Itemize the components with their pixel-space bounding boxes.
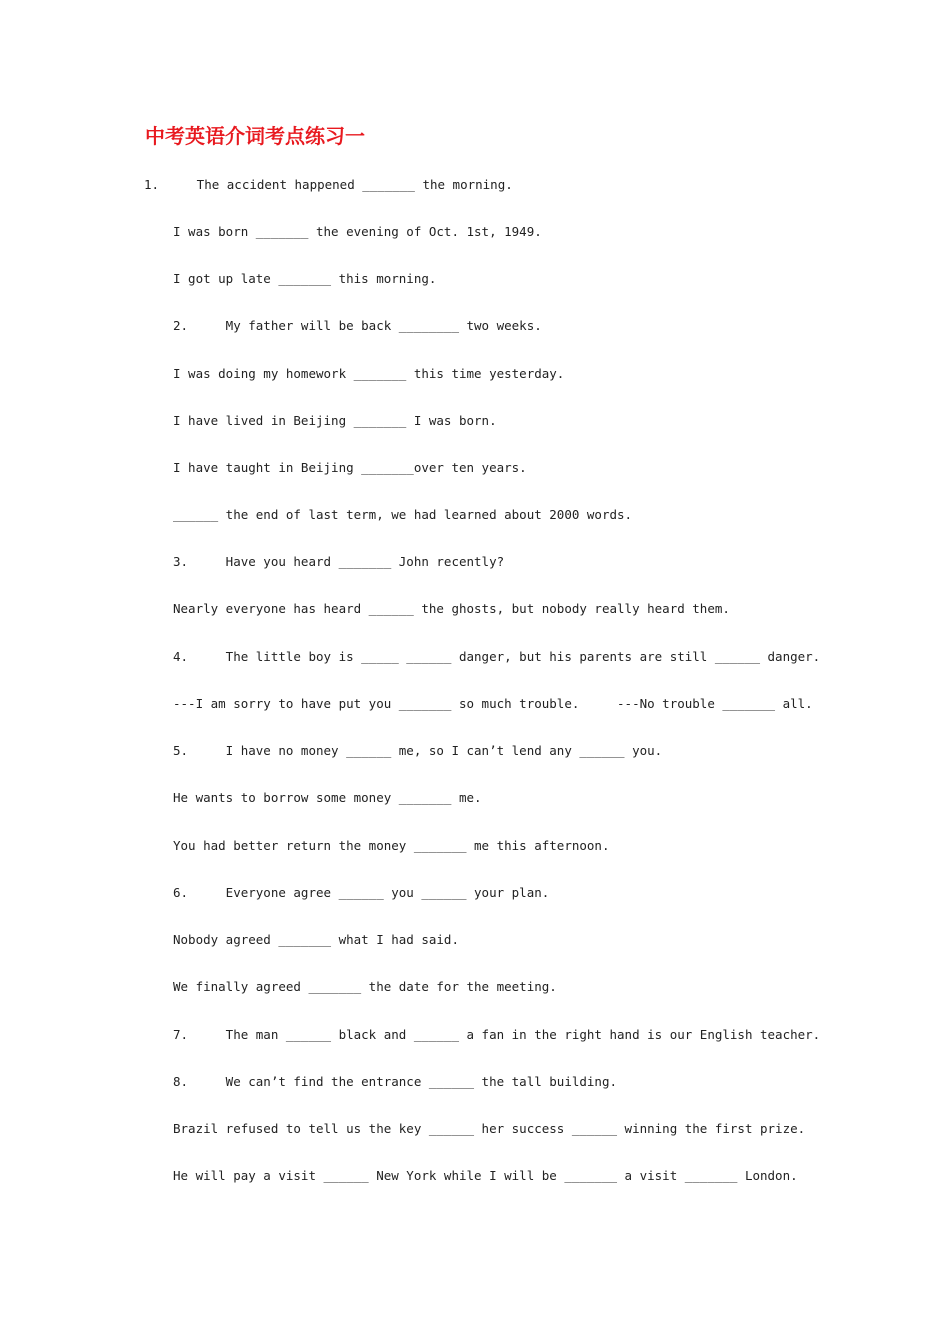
- exercise-line: 5. I have no money ______ me, so I can’t lend any ______ you.: [173, 743, 663, 758]
- exercise-line: I have taught in Beijing _______over ten years.: [173, 460, 527, 475]
- page-title: 中考英语介词考点练习一: [145, 124, 365, 148]
- exercise-line: You had better return the money _______ me this afternoon.: [173, 838, 610, 853]
- exercise-line: I was born _______ the evening of Oct. 1st, 1949.: [173, 224, 542, 239]
- exercise-line: I have lived in Beijing _______ I was born.: [173, 413, 497, 428]
- exercise-line: 7. The man ______ black and ______ a fan in the right hand is our English teacher.: [173, 1027, 821, 1042]
- exercise-line: ______ the end of last term, we had learned about 2000 words.: [173, 507, 633, 522]
- exercise-line: I got up late _______ this morning.: [173, 271, 437, 286]
- exercise-line: We finally agreed _______ the date for the meeting.: [173, 979, 557, 994]
- exercise-line: ---I am sorry to have put you _______ so much trouble. ---No trouble _______ all.: [173, 696, 813, 711]
- exercise-line: 3. Have you heard _______ John recently?: [173, 554, 505, 569]
- exercise-line: 2. My father will be back ________ two weeks.: [173, 318, 542, 333]
- exercise-line: 6. Everyone agree ______ you ______ your plan.: [173, 885, 550, 900]
- exercise-line: 1. The accident happened _______ the morning.: [144, 177, 513, 192]
- exercise-line: Nearly everyone has heard ______ the ghosts, but nobody really heard them.: [173, 601, 730, 616]
- exercise-line: 8. We can’t find the entrance ______ the tall building.: [173, 1074, 618, 1089]
- exercise-line: I was doing my homework _______ this time yesterday.: [173, 366, 565, 381]
- exercise-line: 4. The little boy is _____ ______ danger, but his parents are still ______ danger.: [173, 649, 821, 664]
- exercise-line: He will pay a visit ______ New York while I will be _______ a visit _______ London.: [173, 1168, 798, 1183]
- exercise-line: Brazil refused to tell us the key ______ her success ______ winning the first prize.: [173, 1121, 806, 1136]
- exercise-line: He wants to borrow some money _______ me.: [173, 790, 482, 805]
- exercise-line: Nobody agreed _______ what I had said.: [173, 932, 459, 947]
